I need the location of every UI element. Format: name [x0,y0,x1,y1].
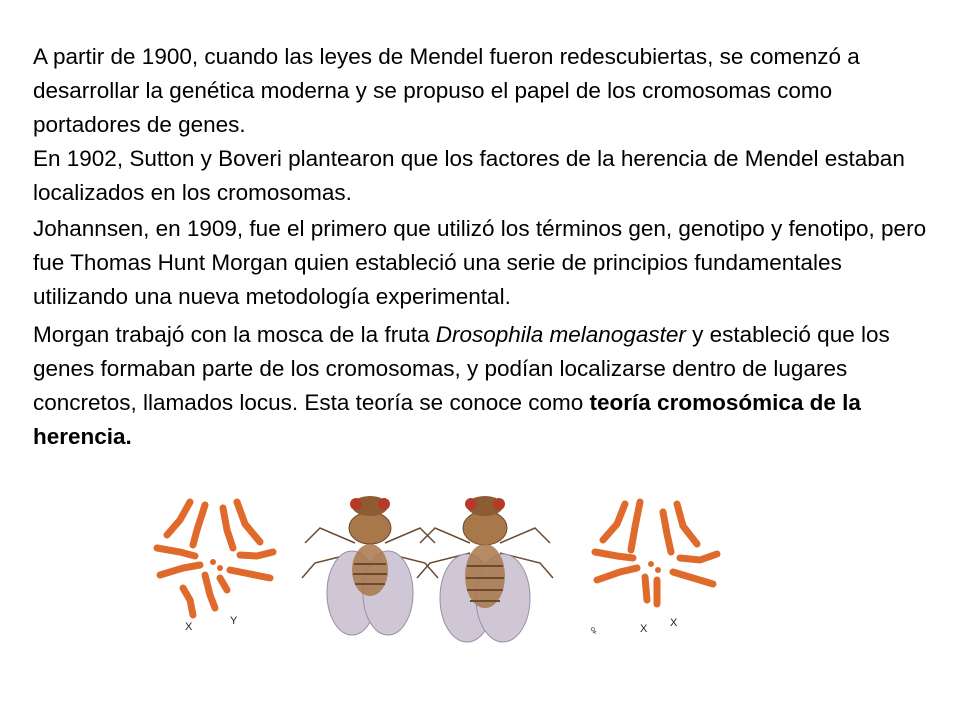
paragraph-johannsen [33,212,933,314]
species-name: Drosophila melanogaster [435,322,686,347]
female-symbol-icon: ♀ [584,620,602,640]
female-fly-image [415,488,555,648]
text-1900-mendel: A partir de 1900, cuando las leyes de Mendel fueron redescubiertas, se comenzó a desarrollar la genética moderna y se propuso el papel de los cromosomas como portadores de genes. [33,44,860,137]
female-label-x2: X [670,617,678,629]
female-karyotype [584,492,730,640]
text-johannsen: Johannsen, en 1909, fue el primero que utilizó los términos gen, genotipo y fenotipo, pero fue Thomas Hunt Morgan quien estableció una serie de principios fundamentales utilizando una nueva metodología experimental. [33,216,927,309]
paragraph-history [33,40,933,210]
male-label-y: Y [230,615,238,627]
male-karyotype [145,490,285,635]
text-morgan-intro: Morgan trabajó con la mosca de la fruta [33,322,436,347]
male-label-x: X [185,621,193,633]
theory-name: teoría cromosómica de la herencia. [33,390,861,449]
text-1902-sutton-boveri: En 1902, Sutton y Boveri plantearon que los factores de la herencia de Mendel estaban localizados en los cromosomas. [33,146,905,205]
paragraph-morgan [33,318,933,454]
female-label-x1: X [640,623,648,635]
text-morgan-middle: y estableció que los genes formaban parte de los cromosomas, y podían localizarse dentro de lugares concretos, llamados locus. Esta teoría se conoce como [33,322,890,415]
